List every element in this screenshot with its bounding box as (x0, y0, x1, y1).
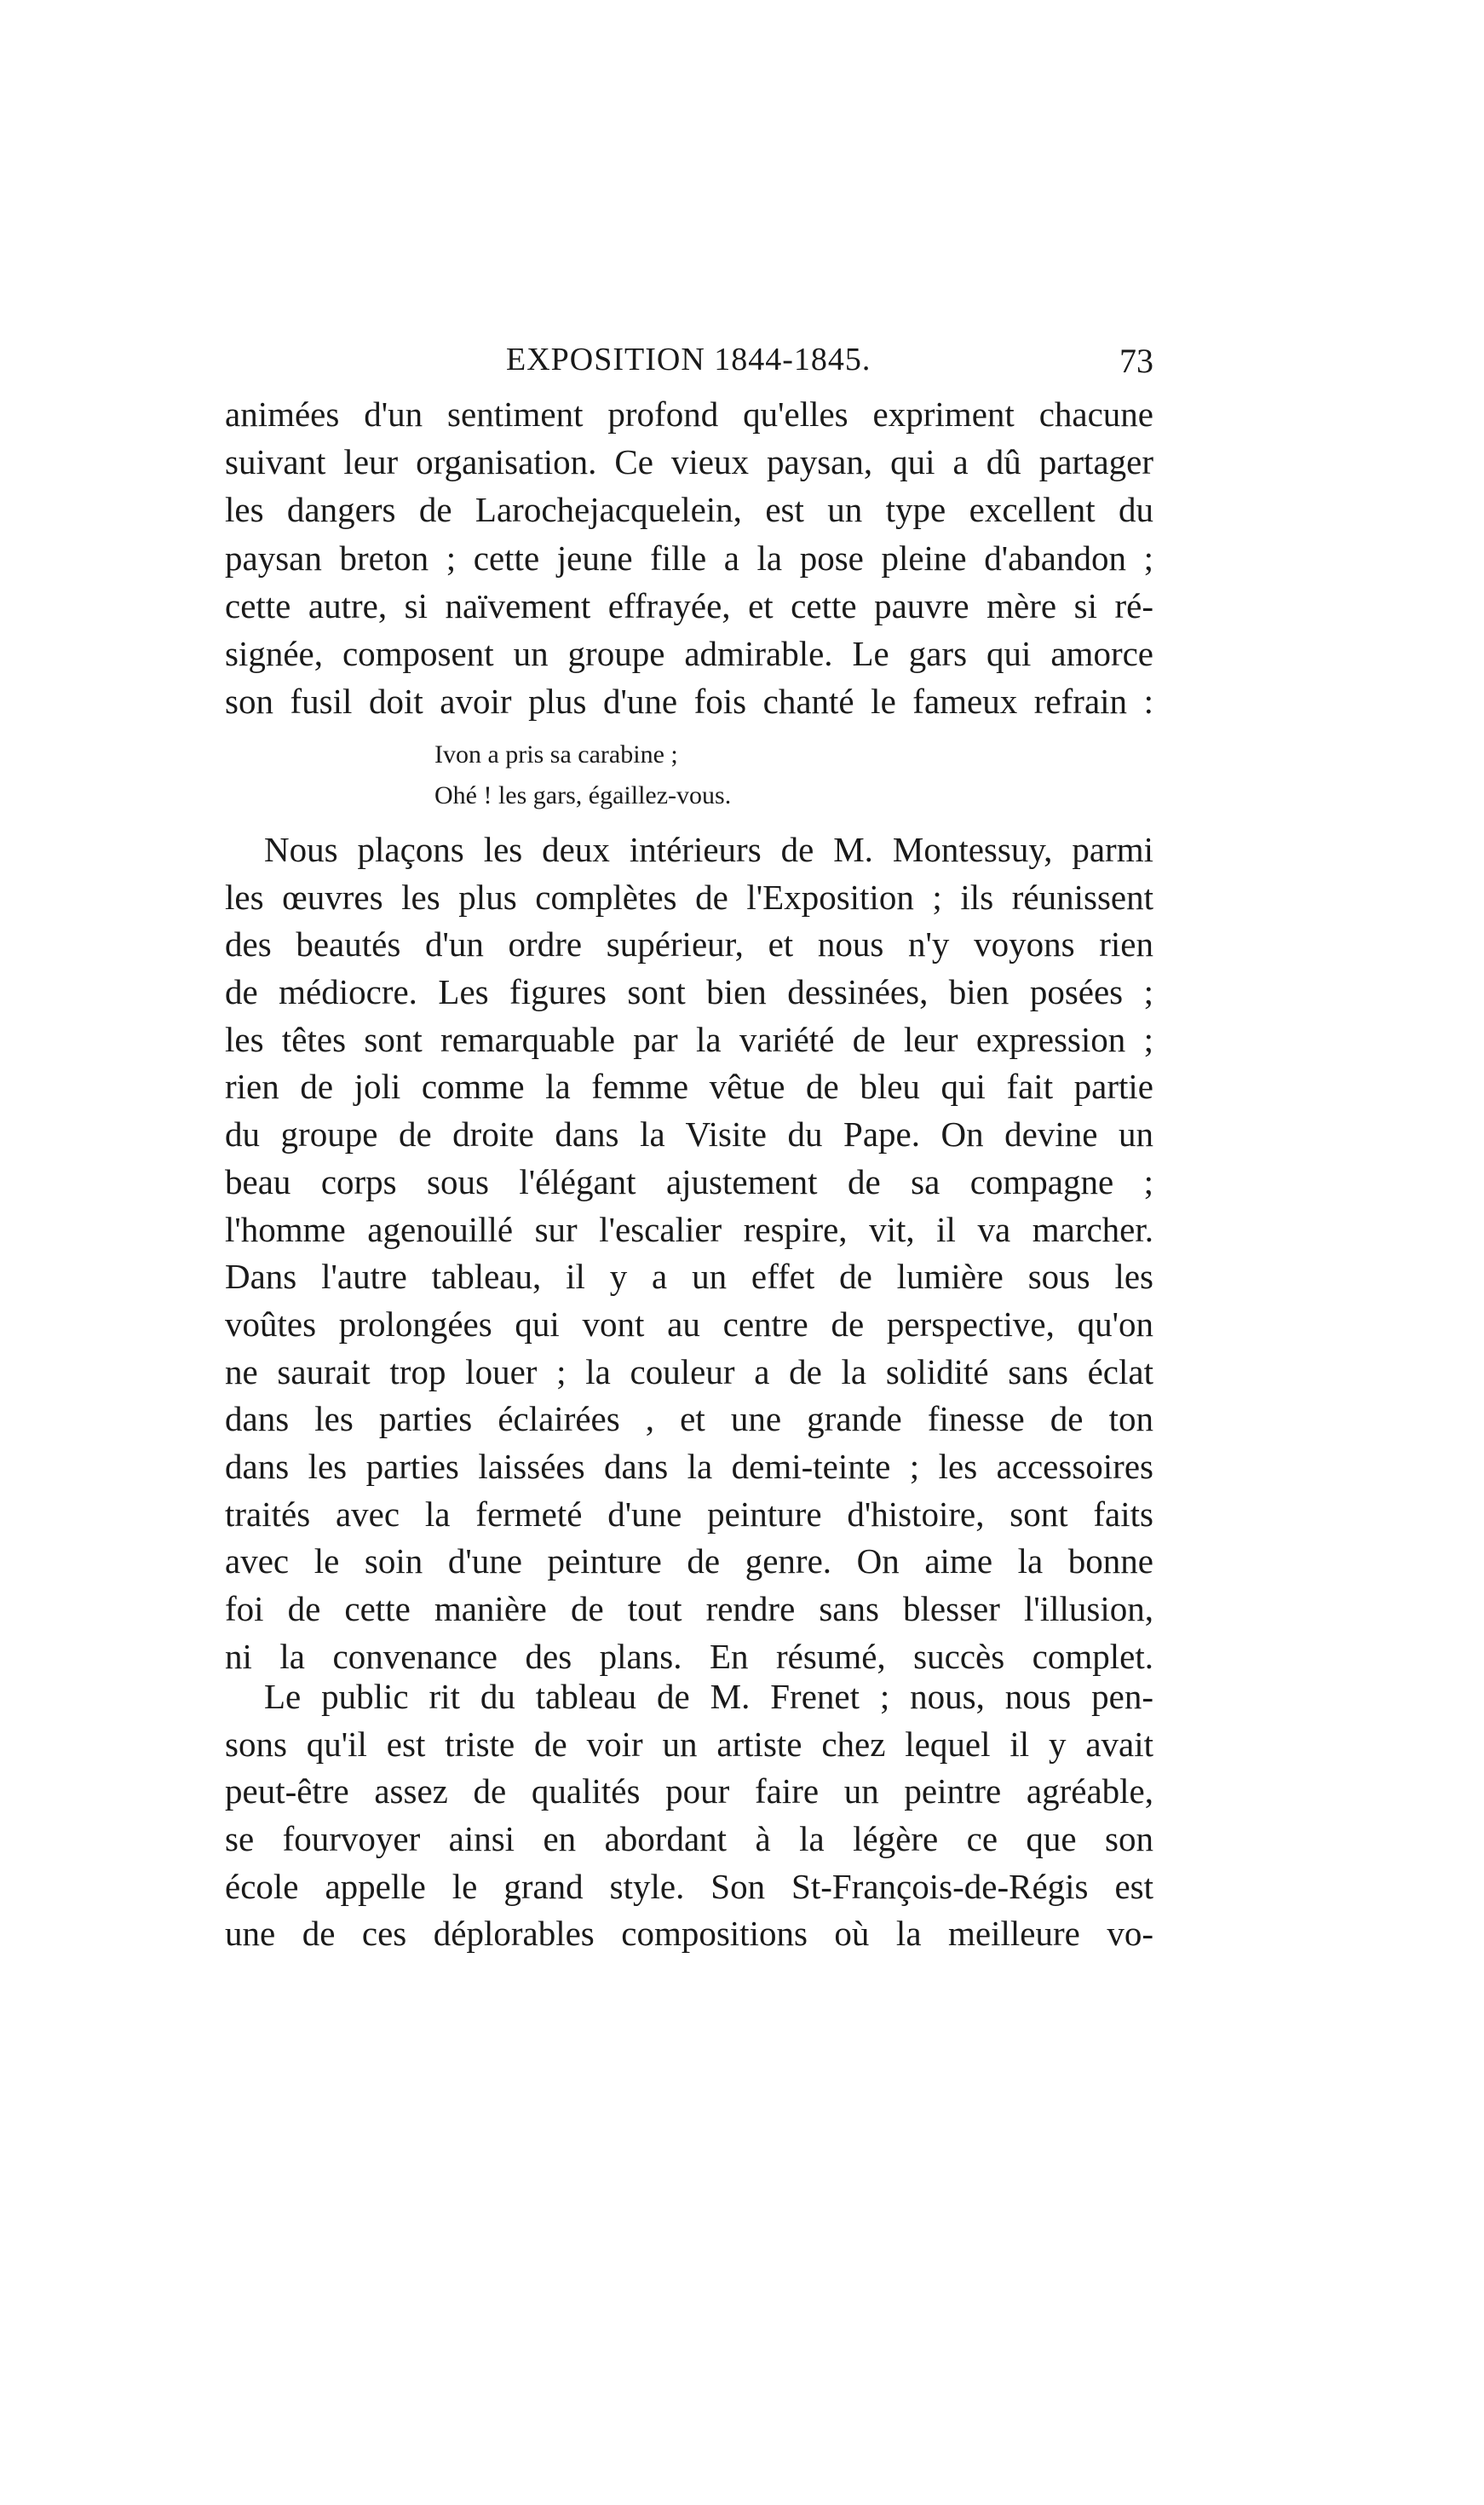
text-line: sons qu'il est triste de voir un artiste chez lequel il y avait (225, 1724, 1153, 1764)
text-line: voûtes prolongées qui vont au centre de perspective, qu'on (225, 1304, 1153, 1344)
text-line: l'homme agenouillé sur l'escalier respire, vit, il va marcher. (225, 1209, 1153, 1249)
verse-quote (434, 734, 1031, 816)
text-line: paysan breton ; cette jeune fille a la pose pleine d'abandon ; (225, 538, 1153, 578)
text-line: ne saurait trop louer ; la couleur a de la solidité sans éclat (225, 1351, 1153, 1391)
text-line: foi de cette manière de tout rendre sans blesser l'illusion, (225, 1589, 1153, 1628)
paragraph-1 (225, 390, 1153, 725)
text-line: dans les parties laissées dans la demi-teinte ; les accessoires (225, 1446, 1153, 1486)
paragraph-2 (225, 826, 1153, 1680)
text-line: Nous plaçons les deux intérieurs de M. Montessuy, parmi (264, 830, 1153, 869)
page-header (225, 341, 1153, 392)
text-line: cette autre, si naïvement effrayée, et cette pauvre mère si ré- (225, 585, 1153, 625)
text-line: dans les parties éclairées , et une grande finesse de ton (225, 1399, 1153, 1439)
text-line: peut-être assez de qualités pour faire un peintre agréable, (225, 1771, 1153, 1811)
verse-line: Ohé ! les gars, égaillez-vous. (434, 781, 732, 809)
text-line: ni la convenance des plans. En résumé, succès complet. (225, 1636, 1153, 1676)
text-line: Le public rit du tableau de M. Frenet ; nous, nous pen- (264, 1677, 1153, 1716)
verse-line: Ivon a pris sa carabine ; (434, 740, 678, 769)
text-line: animées d'un sentiment profond qu'elles expriment chacune (225, 394, 1153, 434)
text-line: les œuvres les plus complètes de l'Exposition ; ils réunissent (225, 877, 1153, 917)
text-line: de médiocre. Les figures sont bien dessinées, bien posées ; (225, 972, 1153, 1012)
text-line: traités avec la fermeté d'une peinture d'histoire, sont faits (225, 1494, 1153, 1534)
text-line: des beautés d'un ordre supérieur, et nous n'y voyons rien (225, 924, 1153, 965)
text-line: avec le soin d'une peinture de genre. On aime la bonne (225, 1541, 1153, 1581)
page-number: 73 (1119, 342, 1153, 380)
text-line: une de ces déplorables compositions où la meilleure vo- (225, 1914, 1153, 1954)
running-title: EXPOSITION 1844-1845. (506, 342, 871, 377)
text-line: beau corps sous l'élégant ajustement de sa compagne ; (225, 1161, 1153, 1201)
text-line: du groupe de droite dans la Visite du Pape. On devine un (225, 1114, 1153, 1155)
text-line: école appelle le grand style. Son St-François-de-Régis est (225, 1866, 1153, 1906)
text-line: rien de joli comme la femme vêtue de bleu qui fait partie (225, 1067, 1153, 1107)
paragraph-3 (225, 1673, 1153, 1958)
text-line: signée, composent un groupe admirable. Le gars qui amorce (225, 633, 1153, 673)
text-line: suivant leur organisation. Ce vieux paysan, qui a dû partager (225, 442, 1153, 482)
text-line: son fusil doit avoir plus d'une fois chanté le fameux refrain : (225, 682, 1153, 722)
text-line: les têtes sont remarquable par la variété de leur expression ; (225, 1019, 1153, 1059)
text-line: Dans l'autre tableau, il y a un effet de lumière sous les (225, 1257, 1153, 1297)
text-line: les dangers de Larochejacquelein, est un type excellent du (225, 490, 1153, 530)
text-line: se fourvoyer ainsi en abordant à la légère ce que son (225, 1819, 1153, 1859)
